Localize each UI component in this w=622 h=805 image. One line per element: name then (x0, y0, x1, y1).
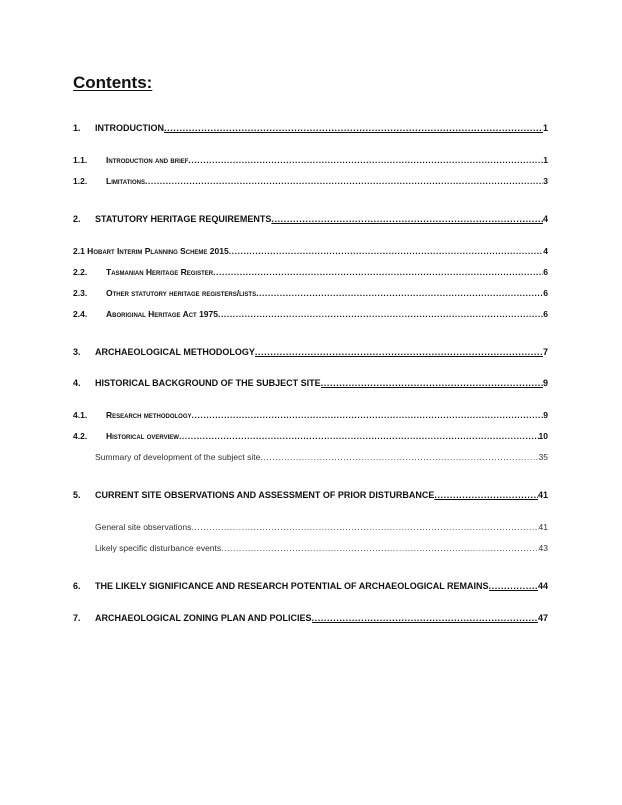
toc-entry-number: 1.2. (73, 176, 88, 186)
toc-entry-number: 1.1. (73, 155, 88, 165)
toc-entry-general-site-observations[interactable] (73, 520, 548, 534)
toc-entry-label: Historical overview (106, 431, 179, 441)
toc-entry-label: THE LIKELY SIGNIFICANCE AND RESEARCH POTENTIAL OF ARCHAEOLOGICAL REMAINS (95, 581, 489, 591)
toc-entry-label: 2.1 Hobart Interim Planning Scheme 2015 (73, 246, 229, 256)
toc-entry-page: 3 (543, 176, 548, 186)
toc-entry-number: 4.2. (73, 431, 88, 441)
toc-entry-number: 1. (73, 123, 81, 133)
toc-entry-hobart-interim-planning-scheme[interactable] (73, 244, 548, 258)
toc-entry-label: Other statutory heritage registers/lists (106, 288, 257, 298)
toc-entry-label: General site observations (95, 522, 192, 532)
toc-entry-page: 44 (537, 581, 548, 591)
toc-entry-number: 4.1. (73, 410, 88, 420)
toc-entry-page: 4 (543, 246, 548, 256)
toc-entry-page: 6 (543, 267, 548, 277)
toc-entry-introduction-and-brief[interactable] (73, 153, 548, 167)
toc-entry-page: 6 (543, 309, 548, 319)
toc-entry-label: ARCHAEOLOGICAL ZONING PLAN AND POLICIES (95, 613, 312, 623)
toc-entry-label: Limitations (106, 176, 145, 186)
toc-entry-page: 6 (543, 288, 548, 298)
toc-entry-label: Tasmanian Heritage Register (106, 267, 214, 277)
toc-entry-number: 2. (73, 214, 81, 224)
toc-entry-page: 10 (538, 431, 548, 441)
toc-entry-number: 2.4. (73, 309, 88, 319)
toc-entry-other-statutory-registers[interactable] (73, 286, 548, 300)
toc-entry-current-site-observations[interactable] (73, 488, 548, 502)
toc-entry-limitations[interactable] (73, 174, 548, 188)
toc-entry-label: Research methodology (106, 410, 192, 420)
toc-entry-page: 47 (537, 613, 548, 623)
toc-entry-label: Summary of development of the subject site (95, 452, 261, 462)
page-title: Contents: (73, 73, 153, 92)
toc-entry-label: Aboriginal Heritage Act 1975 (106, 309, 218, 319)
toc-entry-page: 43 (538, 543, 548, 553)
toc-entry-label: CURRENT SITE OBSERVATIONS AND ASSESSMENT OF PRIOR DISTURBANCE (95, 490, 435, 500)
toc-entry-number: 7. (73, 613, 81, 623)
toc-entry-page: 9 (543, 410, 548, 420)
toc-entry-research-methodology[interactable] (73, 408, 548, 422)
toc-entry-page: 4 (542, 214, 548, 224)
toc-entry-page: 9 (542, 378, 548, 388)
toc-entry-label: STATUTORY HERITAGE REQUIREMENTS (95, 214, 272, 224)
toc-entry-page: 41 (538, 522, 548, 532)
toc-entry-likely-disturbance-events[interactable] (73, 541, 548, 555)
toc-entry-label: Introduction and brief (106, 155, 189, 165)
toc-entry-label: ARCHAEOLOGICAL METHODOLOGY (95, 347, 255, 357)
toc-entry-label: HISTORICAL BACKGROUND OF THE SUBJECT SITE (95, 378, 321, 388)
toc-entry-likely-significance[interactable] (73, 579, 548, 593)
toc-entry-statutory-heritage-requirements[interactable] (73, 212, 548, 226)
toc-entry-historical-overview[interactable] (73, 429, 548, 443)
toc-entry-page: 35 (538, 452, 548, 462)
toc-entry-aboriginal-heritage-act[interactable] (73, 307, 548, 321)
toc-entry-summary-of-development[interactable] (73, 450, 548, 464)
toc-entry-introduction[interactable] (73, 121, 548, 135)
toc-entry-tasmanian-heritage-register[interactable] (73, 265, 548, 279)
toc-entry-page: 1 (542, 123, 548, 133)
toc-entry-archaeological-methodology[interactable] (73, 345, 548, 359)
toc-entry-archaeological-zoning-plan[interactable] (73, 611, 548, 625)
toc-entry-label: INTRODUCTION (95, 123, 164, 133)
toc-entry-page: 7 (542, 347, 548, 357)
toc-entry-number: 5. (73, 490, 81, 500)
toc-entry-number: 3. (73, 347, 81, 357)
toc-entry-number: 4. (73, 378, 81, 388)
toc-entry-number: 6. (73, 581, 81, 591)
toc-entry-number: 2.3. (73, 288, 88, 298)
toc-entry-label: Likely specific disturbance events (95, 543, 222, 553)
toc-entry-page: 1 (543, 155, 548, 165)
toc-entry-page: 41 (537, 490, 548, 500)
toc-entry-number: 2.2. (73, 267, 88, 277)
toc-entry-historical-background[interactable] (73, 376, 548, 390)
